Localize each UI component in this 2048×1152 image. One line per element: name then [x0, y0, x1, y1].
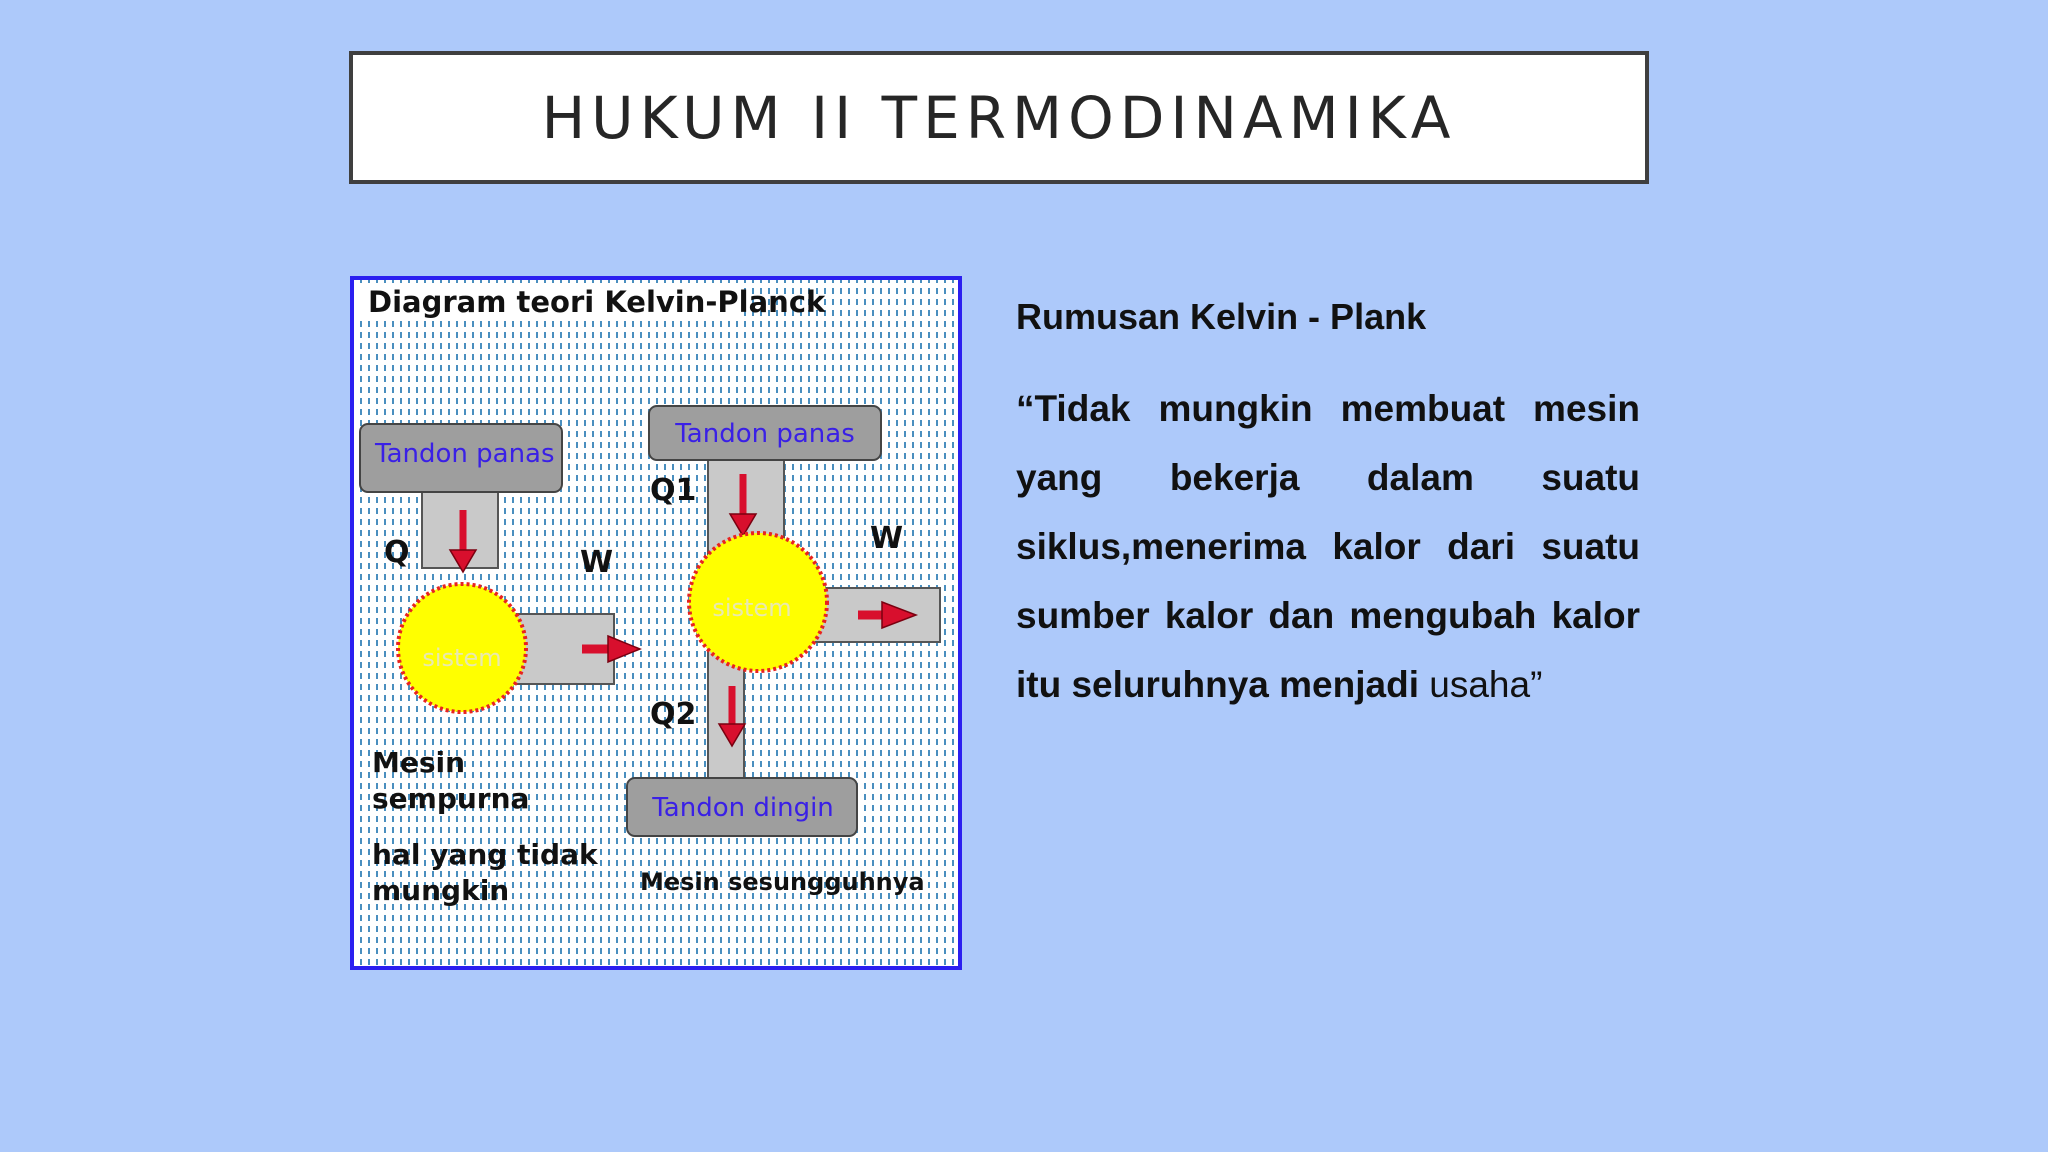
diagram-canvas	[350, 276, 962, 970]
slide-title: HUKUM II TERMODINAMIKA	[541, 83, 1457, 152]
right-heat-in-label: Q1	[650, 473, 697, 508]
left-caption-line2: sempurna	[372, 782, 530, 815]
right-heat-out-label: Q2	[650, 697, 697, 732]
right-hot-reservoir-label: Tandon panas	[675, 419, 855, 449]
kelvin-planck-diagram	[350, 276, 962, 970]
left-caption-line4: mungkin	[372, 874, 510, 907]
quote-bold-part: “Tidak mungkin membuat mesin yang bekerja dalam suatu siklus,menerima kalor dari suatu sumber kalor dan mengubah kalor itu seluruhnya menjadi	[1016, 388, 1640, 705]
left-caption-line3: hal yang tidak	[372, 838, 598, 871]
quote-normal-part: usaha”	[1429, 664, 1543, 705]
kelvin-plank-quote	[1016, 374, 1640, 719]
right-cold-reservoir-label: Tandon dingin	[652, 793, 834, 823]
text-panel	[1016, 296, 1640, 719]
right-caption: Mesin sesungguhnya	[640, 868, 925, 896]
left-system-label: sistem	[422, 644, 502, 672]
left-heat-label: Q	[384, 535, 410, 570]
title-box	[349, 51, 1649, 184]
left-caption-line1: Mesin	[372, 746, 466, 779]
left-work-label: W	[580, 545, 614, 580]
right-work-label: W	[870, 521, 904, 556]
left-hot-reservoir-label: Tandon panas	[375, 439, 555, 469]
diagram-title: Diagram teori Kelvin-Planck	[368, 285, 826, 319]
text-heading: Rumusan Kelvin - Plank	[1016, 296, 1427, 337]
right-system-label: sistem	[712, 594, 792, 622]
